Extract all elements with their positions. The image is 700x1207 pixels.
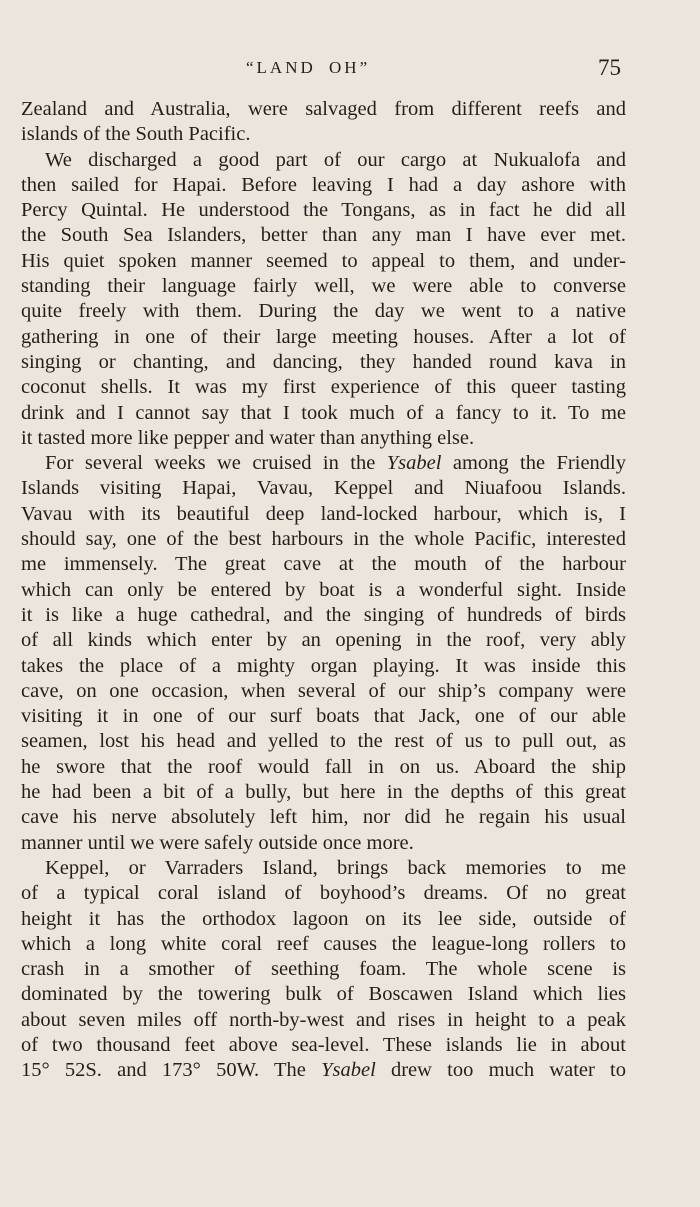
text-line: of a typical coral island of boyhood’s dreams. Of no great (21, 882, 626, 905)
text-fragment: For several weeks we cruised in the (45, 452, 387, 475)
running-head: “LAND OH” (246, 58, 371, 77)
text-line: standing their language fairly well, we were able to converse (21, 275, 626, 298)
text-line: me immensely. The great cave at the mouth of the harbour (21, 553, 626, 576)
text-line: about seven miles off north-by-west and rises in height to a peak (21, 1008, 626, 1031)
paragraph (21, 451, 626, 856)
text-line: of two thousand feet above sea-level. These islands lie in about (21, 1033, 626, 1056)
text-line (21, 1058, 626, 1083)
text-line: cave his nerve absolutely left him, nor did he regain his usual (21, 806, 626, 829)
text-line: crash in a smother of seething foam. The whole scene is (21, 958, 626, 981)
text-line: manner until we were safely outside once more. (21, 831, 414, 854)
text-line: which a long white coral reef causes the league-long rollers to (21, 932, 626, 955)
body-text (21, 97, 626, 1084)
text-line: Vavau with its beautiful deep land-locked harbour, which is, I (21, 502, 626, 525)
text-line: dominated by the towering bulk of Boscawen Island which lies (21, 983, 626, 1006)
text-line: height it has the orthodox lagoon on its lee side, outside of (21, 907, 626, 930)
text-line (21, 451, 626, 476)
text-line: quite freely with them. During the day we went to a native (21, 300, 626, 323)
text-line: Keppel, or Varraders Island, brings back memories to me (45, 856, 626, 879)
text-line: cave, on one occasion, when several of our ship’s company were (21, 679, 626, 702)
page-number: 75 (598, 55, 621, 80)
text-line: singing or chanting, and dancing, they handed round kava in (21, 350, 626, 373)
text-line: which can only be entered by boat is a wonderful sight. Inside (21, 578, 626, 601)
text-line: coconut shells. It was my first experience of this queer tasting (21, 376, 626, 399)
paragraph (21, 856, 626, 1084)
paragraph (21, 148, 626, 452)
text-line: visiting it in one of our surf boats that Jack, one of our able (21, 705, 626, 728)
text-line: takes the place of a mighty organ playing. It was inside this (21, 654, 626, 677)
text-line: seamen, lost his head and yelled to the rest of us to pull out, as (21, 730, 626, 753)
text-line: We discharged a good part of our cargo at Nukualofa and (45, 148, 626, 171)
text-line: His quiet spoken manner seemed to appeal to them, and under- (21, 249, 626, 272)
ship-name: Ysabel (321, 1059, 376, 1082)
text-fragment: drew too much water to (375, 1059, 626, 1082)
page-header (0, 55, 700, 88)
text-fragment: among the Friendly (441, 452, 626, 475)
text-fragment: 15° 52S. and 173° 50W. The (21, 1059, 322, 1082)
text-line: islands of the South Pacific. (21, 123, 251, 146)
text-line: gathering in one of their large meeting houses. After a lot of (21, 325, 626, 348)
text-line: of all kinds which enter by an opening in the roof, very ably (21, 629, 626, 652)
text-line: it is like a huge cathedral, and the singing of hundreds of birds (21, 603, 626, 626)
text-line: then sailed for Hapai. Before leaving I had a day ashore with (21, 173, 626, 196)
text-line: the South Sea Islanders, better than any man I have ever met. (21, 224, 626, 247)
text-line: he had been a bit of a bully, but here in the depths of this great (21, 781, 626, 804)
text-line: Percy Quintal. He understood the Tongans, as in fact he did all (21, 199, 626, 222)
text-line: Islands visiting Hapai, Vavau, Keppel and Niuafoou Islands. (21, 477, 626, 500)
text-line: drink and I cannot say that I took much of a fancy to it. To me (21, 401, 626, 424)
ship-name: Ysabel (386, 452, 442, 475)
text-line: it tasted more like pepper and water than anything else. (21, 426, 475, 449)
paragraph (21, 97, 626, 148)
text-line: he swore that the roof would fall in on us. Aboard the ship (21, 755, 626, 778)
text-line: should say, one of the best harbours in the whole Pacific, interested (21, 528, 626, 551)
text-line: Zealand and Australia, were salvaged from different reefs and (21, 98, 626, 120)
